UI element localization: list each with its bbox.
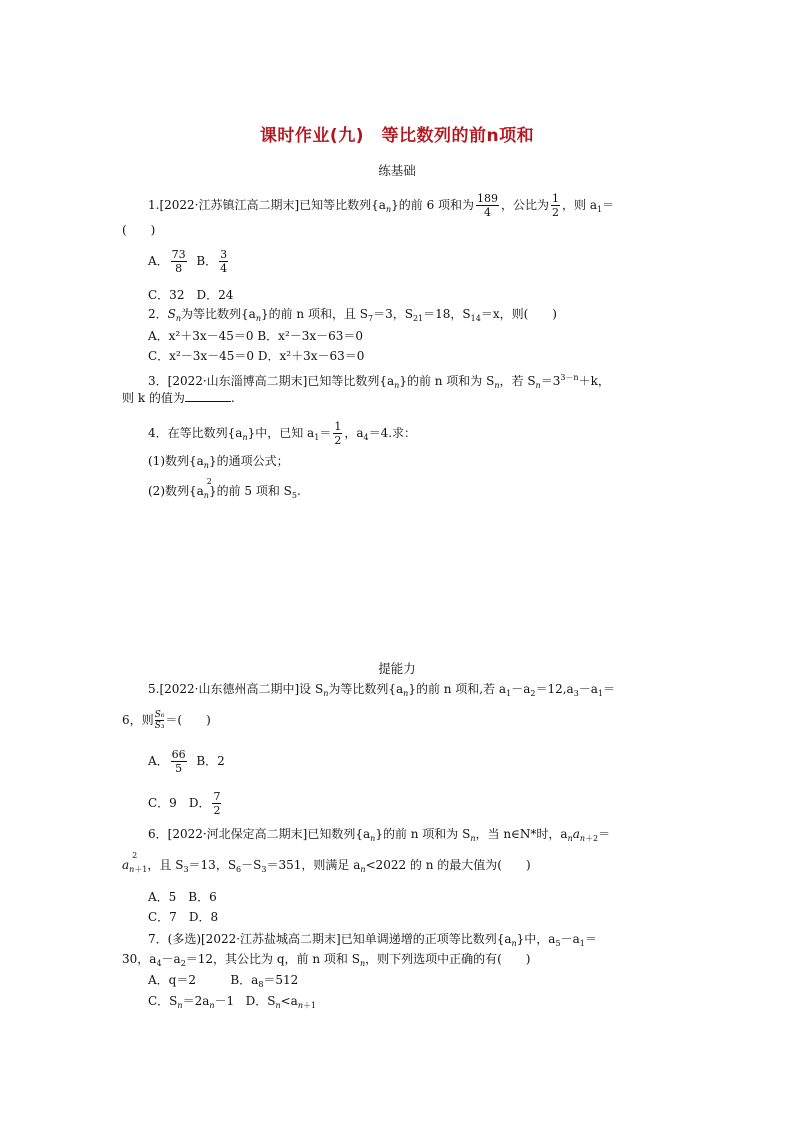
question-7-options-ab: A．q＝2 B．$a_8=512$	[148, 973, 299, 989]
question-6-options-ab: A．5 B．6	[148, 890, 217, 904]
question-6-options-cd: C．7 D．8	[148, 910, 219, 924]
question-2-options-ab: A．x²＋3x－45＝0 B．x²－3x－63＝0	[148, 329, 364, 343]
question-1-options-ab: A． $\frac{73}{8}$ B． $\frac{3}{4}$	[148, 248, 228, 275]
question-2-stem: 2．$S_n$为等比数列$\{a_n\}$的前 n 项和，且 $S_7=3$，$S_{21}=18$，$S_{14}=x$，则( )	[148, 307, 557, 323]
question-5-cont: 6，则 $\frac{\text{S₆}}{\text{S₃}}$ ＝( )	[122, 710, 211, 731]
question-1-stem: 1.[2022·江苏镇江高二期末]已知等比数列$\{a_n\}$的前 6 项和为 $\frac{189}{4}$ ，公比为 $\frac{1}{2}$ ，则 $a_1=$	[148, 192, 615, 219]
page-title: 课时作业(九) 等比数列的前n项和	[259, 126, 535, 146]
fraction-1-2: $\frac{1}{2}$	[552, 192, 560, 219]
question-7-options-cd: C．$S_n=2a_n-1$ D．$S_n<a_{n+1}$	[148, 994, 317, 1010]
fraction-189-4: $\frac{189}{4}$	[477, 192, 499, 219]
question-2-options-cd: C．x²－3x－45＝0 D．x²＋3x－63＝0	[148, 349, 365, 363]
question-7-stem: 7．(多选)[2022·江苏盐城高二期末]已知单调递增的正项等比数列$\{a_n\}$中，$a_5-a_1=$	[148, 932, 597, 948]
question-1-options-cd: C．32 D．24	[148, 288, 234, 302]
question-6-cont: $a_{n+1}$ 2 ，且 $S_3=13$，$S_6-S_3=351$，则满足 $a_n<2022$ 的 n 的最大值为( )	[122, 851, 531, 874]
answer-blank[interactable]	[185, 391, 231, 402]
question-4-stem: 4．在等比数列$\{a_n\}$中，已知 $a_1=$ $\frac{1}{2}$ ，$a_4=4$.求：	[148, 420, 417, 447]
question-4-part-1: (1)数列$\{a_n\}$的通项公式；	[148, 454, 289, 470]
question-3-cont: 则 k 的值为 .	[122, 391, 235, 405]
section-heading-basic: 练基础	[378, 163, 416, 178]
question-1-paren: ( )	[122, 223, 156, 237]
section-heading-advanced: 提能力	[378, 661, 416, 676]
question-7-cont: 30，$a_4-a_2=12$，其公比为 q，前 n 项和 $S_n$，则下列选项中正确的有( )	[122, 952, 531, 968]
question-5-stem: 5.[2022·山东德州高二期中]设 $S_n$为等比数列$\{a_n\}$的前 n 项和,若 $a_1-a_2=12,a_3-a_1=$	[148, 682, 616, 698]
question-3-stem: 3．[2022·山东淄博高二期末]已知等比数列$\{a_n\}$的前 n 项和为 $S_n$，若 $S_n=3^{3-n}+k$，	[148, 373, 610, 390]
question-5-options-cd: C．9 D． $\frac{7}{2}$	[148, 790, 221, 817]
question-6-stem: 6．[2022·河北保定高二期末]已知数列$\{a_n\}$的前 n 项和为 $S_n$，当 n∈N*时，$a_na_{n+2}=$	[148, 827, 611, 843]
question-4-part-2: (2)数列{$a_n$ 2 }的前 5 项和 $S_5$.	[148, 477, 301, 500]
question-5-options-ab: A． $\frac{66}{5}$ B．2	[148, 748, 225, 775]
